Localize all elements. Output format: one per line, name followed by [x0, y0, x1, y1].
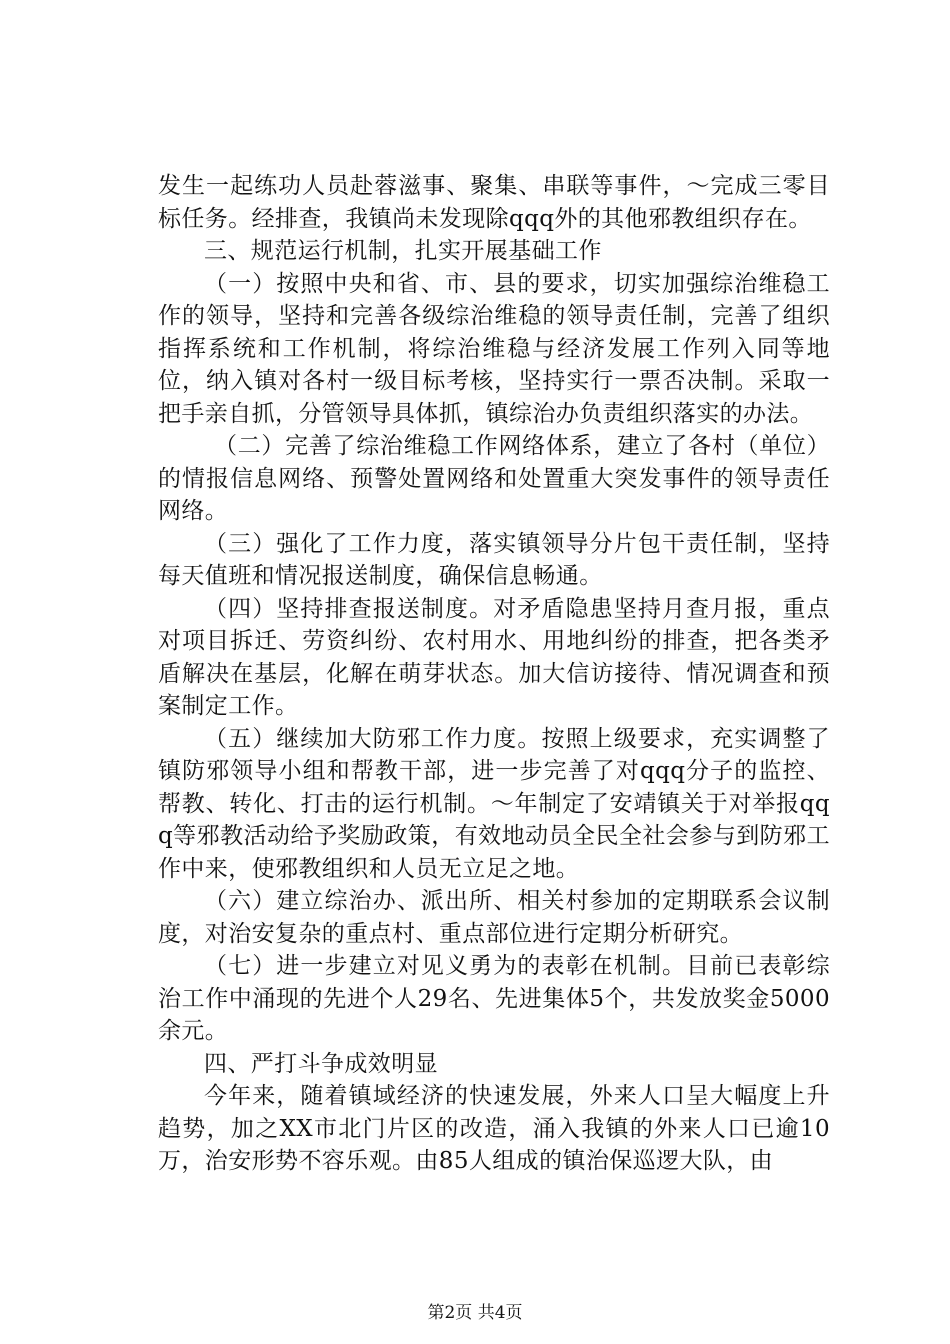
paragraph-item-5: （五）继续加大防邪工作力度。按照上级要求，充实调整了镇防邪领导小组和帮教干部，进一步完善了对qqq分子的监控、帮教、转化、打击的运行机制。～年制定了安靖镇关于对举报qqq等邪教活动给予奖励政策，有效地动员全民全社会参与到防邪工作中来，使邪教组织和人员无立足之地。: [158, 725, 830, 882]
document-body: [158, 170, 830, 1178]
paragraph-item-1: （一）按照中央和省、市、县的要求，切实加强综治维稳工作的领导，坚持和完善各级综治维稳的领导责任制，完善了组织指挥系统和工作机制，将综治维稳与经济发展工作列入同等地位，纳入镇对各村一级目标考核，坚持实行一票否决制。采取一把手亲自抓，分管领导具体抓，镇综治办负责组织落实的办法。: [158, 270, 830, 427]
paragraph-item-3: （三）强化了工作力度，落实镇领导分片包干责任制，坚持每天值班和情况报送制度，确保信息畅通。: [158, 530, 830, 589]
paragraph-item-6: （六）建立综治办、派出所、相关村参加的定期联系会议制度，对治安复杂的重点村、重点部位进行定期分析研究。: [158, 888, 830, 947]
paragraph-item-2: （二）完善了综治维稳工作网络体系，建立了各村（单位）的情报信息网络、预警处置网络和处置重大突发事件的领导责任网络。: [158, 433, 830, 524]
paragraph-continuation: 发生一起练功人员赴蓉滋事、聚集、串联等事件，～完成三零目标任务。经排查，我镇尚未发现除qqq外的其他邪教组织存在。: [158, 173, 830, 232]
paragraph-item-7: （七）进一步建立对见义勇为的表彰在机制。目前已表彰综治工作中涌现的先进个人29名、先进集体5个，共发放奖金5000余元。: [158, 953, 830, 1044]
page-footer: 第2页 共4页: [427, 1303, 523, 1323]
section-heading-3: 三、规范运行机制，扎实开展基础工作: [204, 238, 602, 264]
paragraph-body: 今年来，随着镇域经济的快速发展，外来人口呈大幅度上升趋势，加之XX市北门片区的改造，涌入我镇的外来人口已逾10万，治安形势不容乐观。由85人组成的镇治保巡逻大队，由: [158, 1083, 830, 1174]
section-heading-4: 四、严打斗争成效明显: [204, 1050, 438, 1077]
paragraph-item-4: （四）坚持排查报送制度。对矛盾隐患坚持月查月报，重点对项目拆迁、劳资纠纷、农村用水、用地纠纷的排查，把各类矛盾解决在基层，化解在萌芽状态。加大信访接待、情况调查和预案制定工作。: [158, 595, 830, 719]
